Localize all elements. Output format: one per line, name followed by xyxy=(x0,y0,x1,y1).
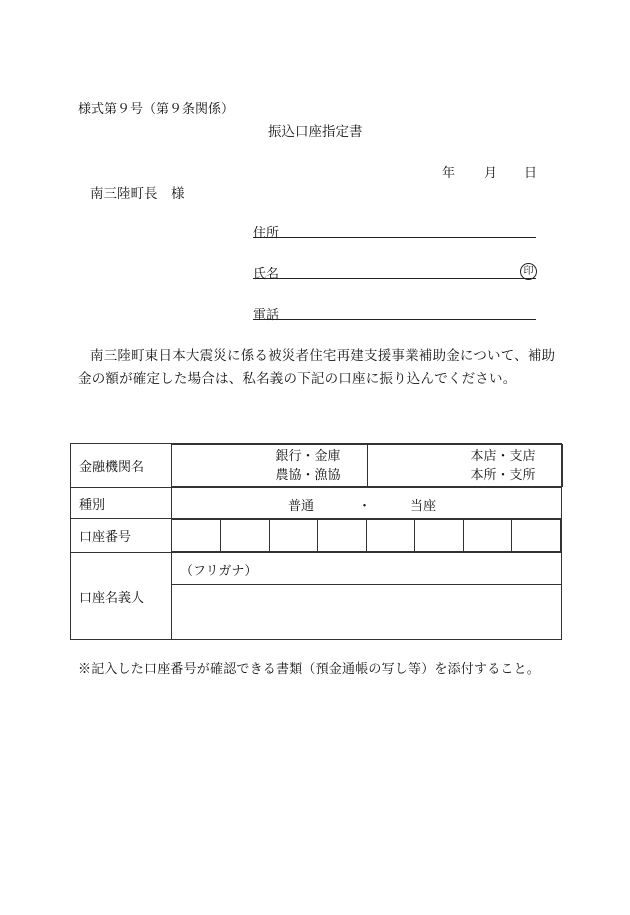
phone-field[interactable] xyxy=(253,319,536,320)
account-digit-box[interactable] xyxy=(318,520,367,552)
bank-name-field[interactable] xyxy=(172,445,367,487)
address-field[interactable] xyxy=(253,237,536,238)
account-digit-box[interactable] xyxy=(463,520,512,552)
account-table xyxy=(70,443,562,640)
date-year: 年 xyxy=(442,166,456,181)
bank-type-line-2: 農協・漁協 xyxy=(275,467,341,483)
holder-name-field[interactable] xyxy=(172,585,561,639)
furigana-label: （フリガナ） xyxy=(180,564,258,579)
institution-label: 金融機関名 xyxy=(71,444,172,488)
addressee: 南三陸町長 様 xyxy=(90,186,185,202)
holder-row xyxy=(71,553,562,640)
type-ordinary[interactable]: 普通 xyxy=(288,499,315,514)
type-current[interactable]: 当座 xyxy=(410,499,437,514)
furigana-field[interactable] xyxy=(172,553,561,585)
account-digit-box[interactable] xyxy=(366,520,415,552)
account-digit-box[interactable] xyxy=(269,520,318,552)
document-title: 振込口座指定書 xyxy=(268,124,363,140)
bank-type-line-1: 銀行・金庫 xyxy=(275,448,341,464)
type-cell xyxy=(172,488,562,519)
account-number-label: 口座番号 xyxy=(71,519,172,553)
body-line-2: 金の額が確定した場合は、私名義の下記の口座に振り込んでください。 xyxy=(78,371,517,387)
branch-type-line-2: 本所・支所 xyxy=(470,467,536,483)
seal-icon: 印 xyxy=(520,263,537,280)
holder-cell xyxy=(172,553,562,640)
branch-name-field[interactable] xyxy=(367,445,562,487)
account-number-row xyxy=(71,519,562,553)
body-line-1: 南三陸町東日本大震災に係る被災者住宅再建支援事業補助金について、補助 xyxy=(90,348,556,364)
footer-note: ※記入した口座番号が確認できる書類（預金通帳の写し等）を添付すること。 xyxy=(78,662,541,677)
form-number: 様式第９号（第９条関係） xyxy=(78,102,235,117)
address-label: 住所 xyxy=(253,226,280,241)
account-digit-box[interactable] xyxy=(172,520,221,552)
institution-cell xyxy=(172,444,562,488)
type-row xyxy=(71,488,562,519)
account-digit-box[interactable] xyxy=(415,520,464,552)
type-label: 種別 xyxy=(71,488,172,519)
holder-label: 口座名義人 xyxy=(71,553,172,640)
type-separator: ・ xyxy=(358,499,372,514)
branch-type-line-1: 本店・支店 xyxy=(470,448,536,464)
account-digit-box[interactable] xyxy=(512,520,561,552)
phone-label: 電話 xyxy=(253,308,280,323)
name-field[interactable] xyxy=(253,278,536,279)
date-day: 日 xyxy=(524,166,538,181)
date-month: 月 xyxy=(484,166,498,181)
name-label: 氏名 xyxy=(253,267,280,282)
institution-row xyxy=(71,444,562,488)
account-digit-box[interactable] xyxy=(221,520,270,552)
account-number-cell xyxy=(172,519,562,553)
